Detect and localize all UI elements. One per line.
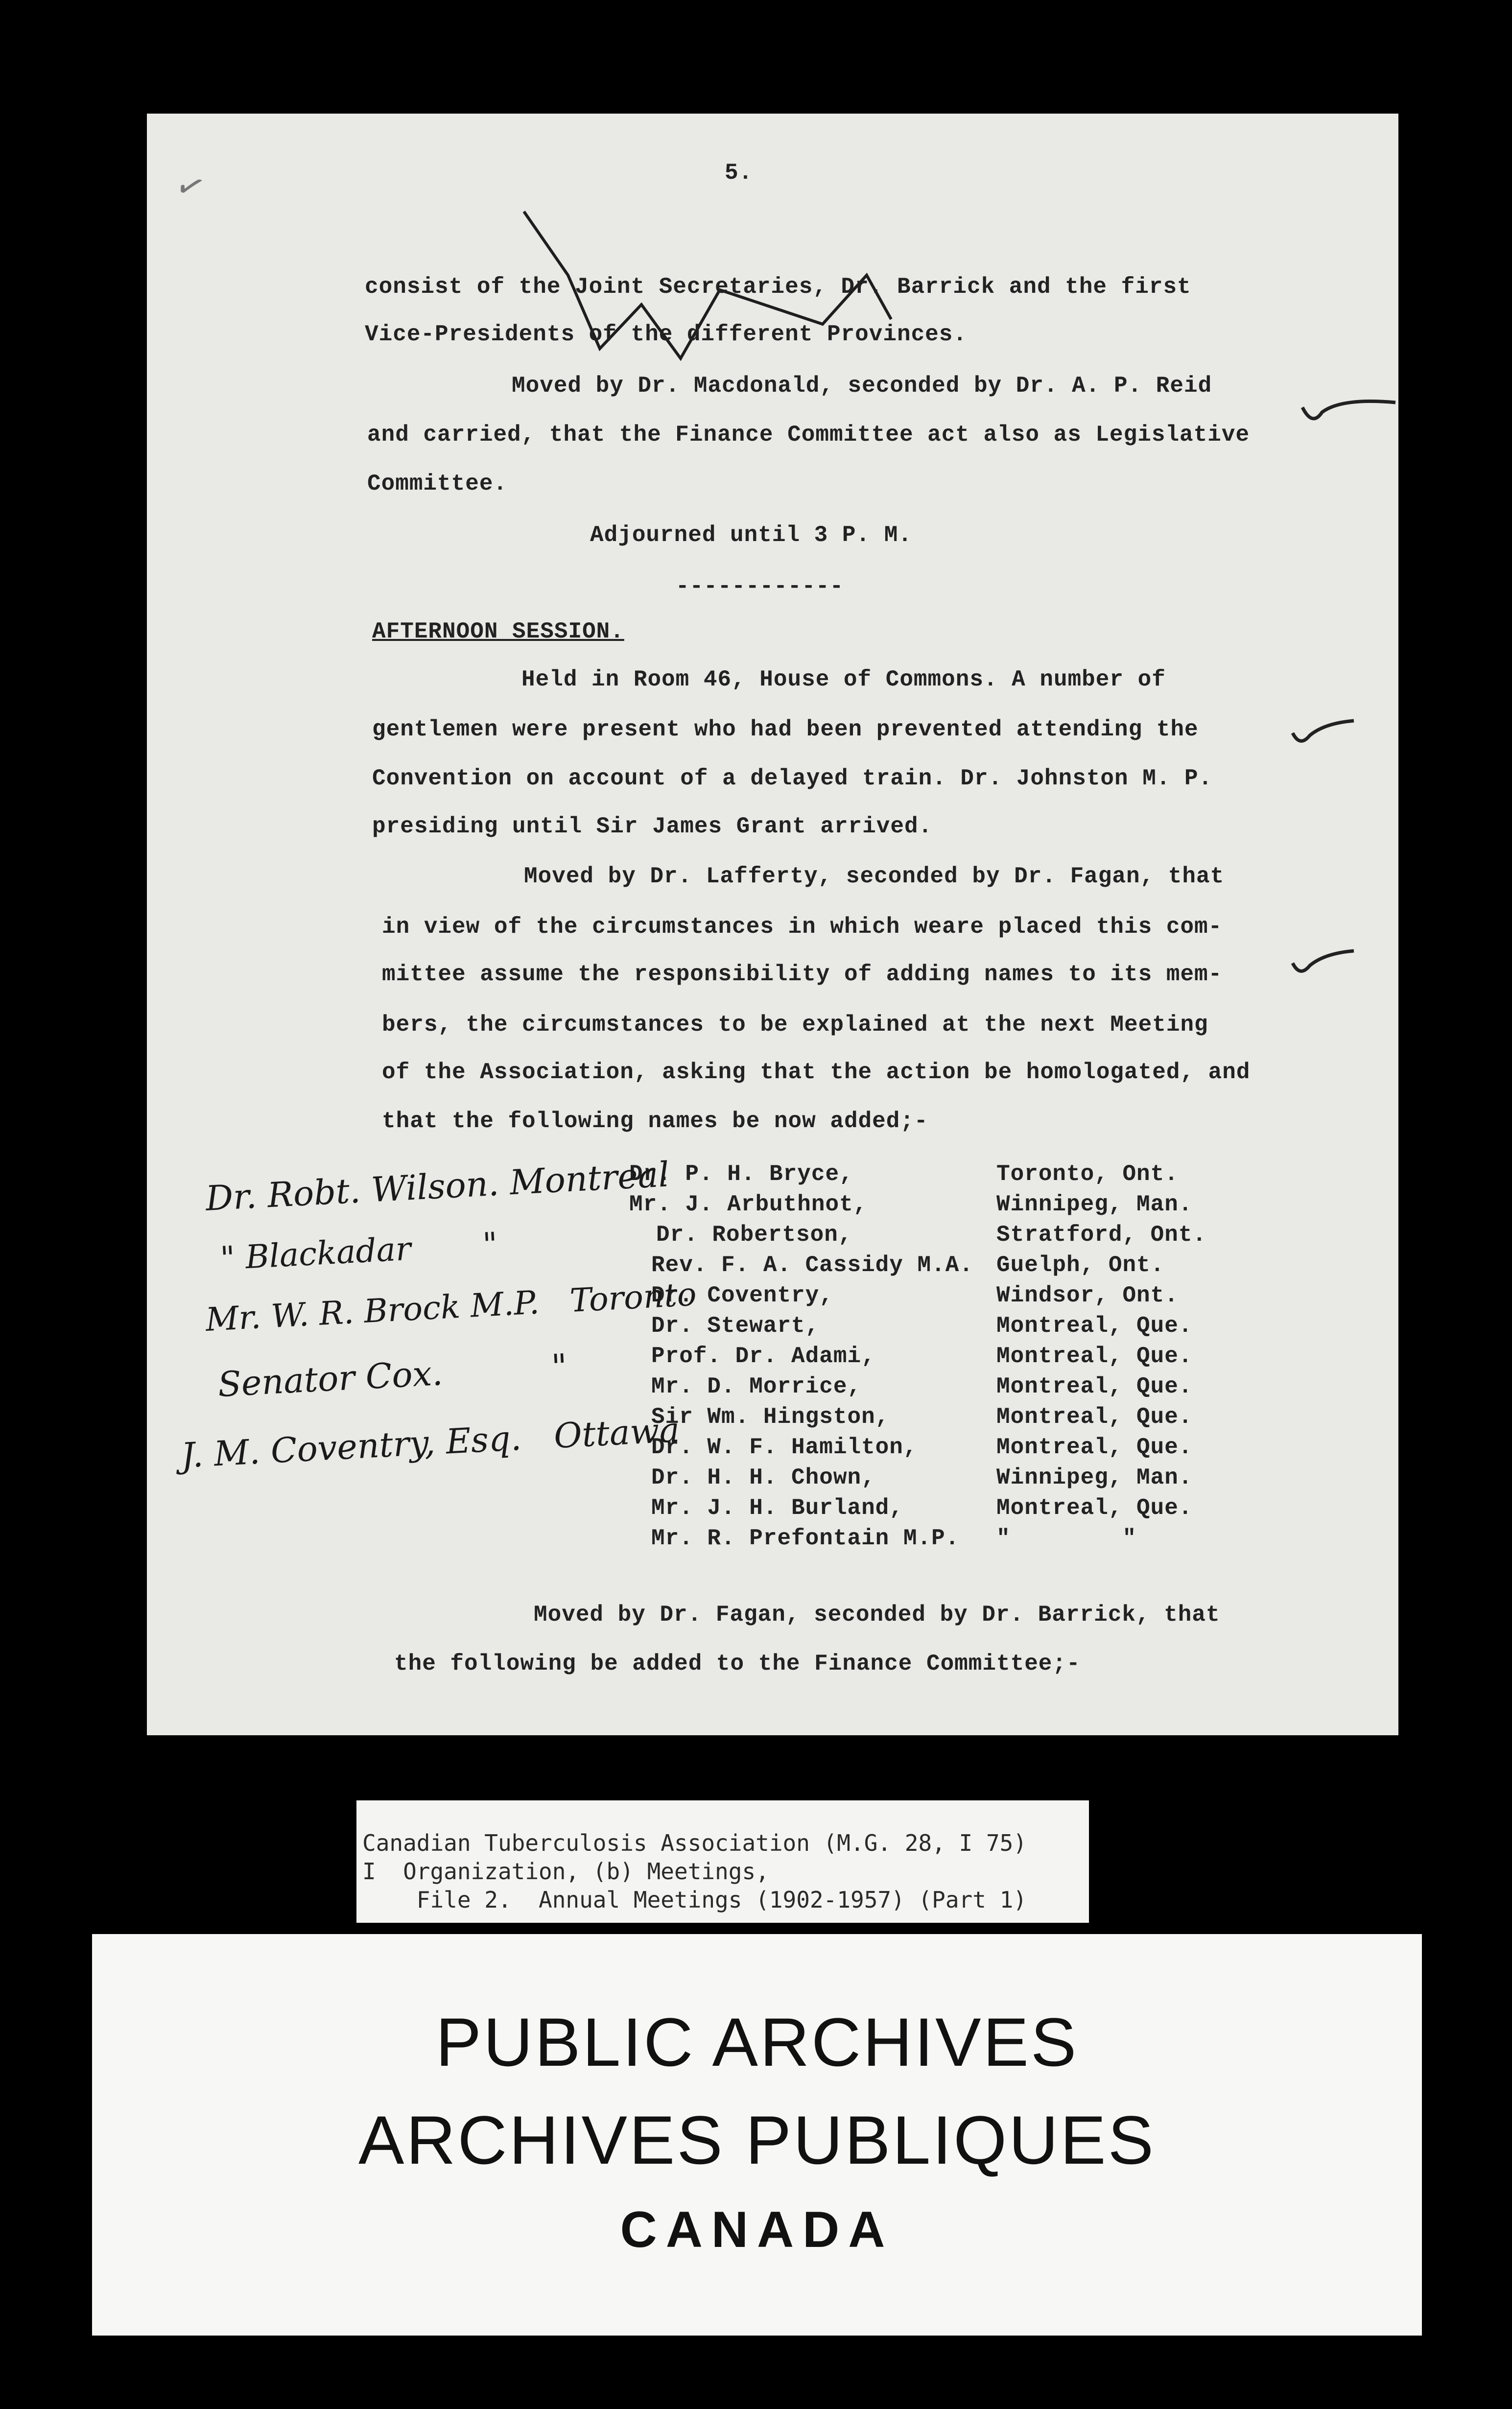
stamp-line-3: CANADA: [620, 2201, 894, 2258]
place-entry: Toronto, Ont.: [996, 1161, 1179, 1187]
name-entry: Mr. J. H. Burland,: [651, 1495, 903, 1521]
body-line: of the Association, asking that the action be homologated, and: [382, 1060, 1251, 1085]
stamp-line-2: ARCHIVES PUBLIQUES: [358, 2102, 1156, 2178]
separator: ------------: [676, 574, 844, 599]
margin-pencil-mark: ✓: [170, 163, 211, 211]
archival-reference-card: [356, 1800, 1089, 1923]
reference-line-2: I Organization, (b) Meetings,: [362, 1858, 769, 1885]
body-line: Moved by Dr. Lafferty, seconded by Dr. Fagan, that: [524, 864, 1225, 889]
margin-tick-2: [1293, 721, 1354, 741]
adjourned-line: Adjourned until 3 P. M.: [590, 522, 912, 548]
place-entry: " ": [996, 1526, 1137, 1551]
place-entry: Windsor, Ont.: [996, 1283, 1179, 1308]
place-entry: Montreal, Que.: [996, 1435, 1193, 1460]
handwritten-line: J. M. Coventry, Esq. Ottawa: [180, 1409, 681, 1476]
body-line: Held in Room 46, House of Commons. A number of: [521, 667, 1166, 692]
name-entry: Mr. J. Arbuthnot,: [629, 1192, 868, 1217]
body-line: consist of the Joint Secretaries, Dr. Barrick and the first: [365, 274, 1191, 300]
place-entry: Montreal, Que.: [996, 1495, 1193, 1521]
body-line: bers, the circumstances to be explained at the next Meeting: [382, 1012, 1208, 1038]
name-entry: Dr. Coventry,: [651, 1283, 833, 1308]
handwritten-line: Senator Cox. ": [216, 1346, 568, 1405]
name-entry: Rev. F. A. Cassidy M.A.: [651, 1252, 973, 1278]
name-entry: Mr. R. Prefontain M.P.: [651, 1526, 960, 1551]
reference-line-3: File 2. Annual Meetings (1902-1957) (Part 1): [362, 1887, 1027, 1913]
body-line: Convention on account of a delayed train. Dr. Johnston M. P.: [372, 766, 1213, 791]
body-line: that the following names be now added;-: [382, 1109, 928, 1134]
place-entry: Montreal, Que.: [996, 1374, 1193, 1399]
name-entry: Prof. Dr. Adami,: [651, 1344, 875, 1369]
reference-line-1: Canadian Tuberculosis Association (M.G. 28, I 75): [362, 1830, 1027, 1856]
place-entry: Guelph, Ont.: [996, 1252, 1165, 1278]
name-entry: Dr. H. H. Chown,: [651, 1465, 875, 1490]
margin-tick-3: [1293, 951, 1354, 971]
body-line: Committee.: [367, 471, 508, 496]
name-entry: Mr. D. Morrice,: [651, 1374, 862, 1399]
body-line: Moved by Dr. Fagan, seconded by Dr. Barrick, that: [534, 1602, 1220, 1628]
body-line: mittee assume the responsibility of adding names to its mem-: [382, 962, 1223, 987]
place-entry: Montreal, Que.: [996, 1404, 1193, 1430]
handwritten-line: " Blackadar ": [219, 1225, 499, 1277]
section-heading: AFTERNOON SESSION.: [372, 619, 624, 644]
body-line: Vice-Presidents of the different Provinces.: [365, 322, 967, 347]
handwritten-line: Mr. W. R. Brock M.P. Toronto: [204, 1275, 698, 1339]
stamp-line-1: PUBLIC ARCHIVES: [435, 2004, 1079, 2080]
name-entry: Dr. Stewart,: [651, 1313, 820, 1339]
handwritten-line: Dr. Robt. Wilson. Montreal: [204, 1154, 670, 1219]
place-entry: Montreal, Que.: [996, 1344, 1193, 1369]
place-entry: Winnipeg, Man.: [996, 1465, 1193, 1490]
document-page: [147, 114, 1398, 1735]
place-entry: Stratford, Ont.: [996, 1222, 1207, 1248]
body-line: gentlemen were present who had been prevented attending the: [372, 717, 1199, 742]
margin-tick-1: [1302, 402, 1395, 419]
name-entry: Dr. Robertson,: [656, 1222, 852, 1248]
body-line: and carried, that the Finance Committee act also as Legislative: [367, 422, 1250, 448]
body-line: in view of the circumstances in which weare placed this com-: [382, 914, 1223, 940]
name-entry: Dr. W. F. Hamilton,: [651, 1435, 918, 1460]
body-line: the following be added to the Finance Committee;-: [394, 1651, 1081, 1677]
archives-stamp: [92, 1934, 1422, 2336]
page-number: 5.: [725, 160, 753, 186]
name-entry: Dr. P. H. Bryce,: [629, 1161, 853, 1187]
place-entry: Winnipeg, Man.: [996, 1192, 1193, 1217]
body-line: presiding until Sir James Grant arrived.: [372, 814, 933, 839]
body-line: Moved by Dr. Macdonald, seconded by Dr. A. P. Reid: [512, 373, 1212, 399]
name-entry: Sir Wm. Hingston,: [651, 1404, 890, 1430]
place-entry: Montreal, Que.: [996, 1313, 1193, 1339]
